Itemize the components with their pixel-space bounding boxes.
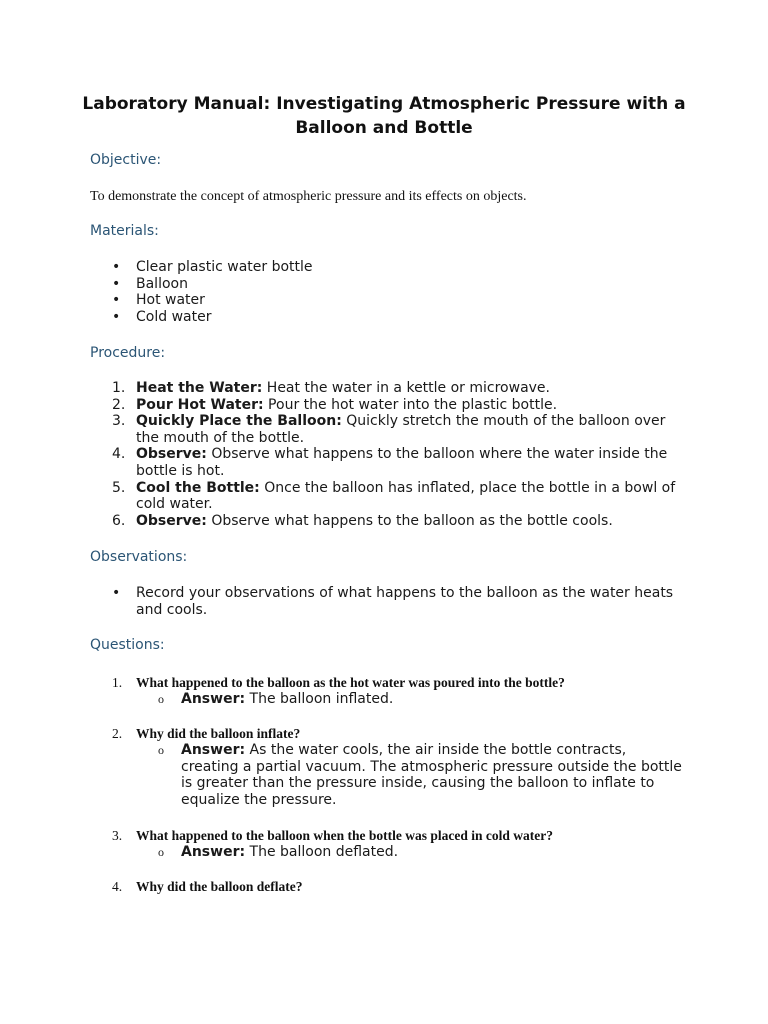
material-label: Clear plastic water bottle	[136, 259, 313, 275]
objective-text: To demonstrate the concept of atmospheric pressure and its effects on objects.	[90, 189, 527, 204]
question-number: 3.	[112, 828, 123, 843]
step-number: 2.	[112, 396, 126, 413]
procedure-list	[106, 380, 676, 529]
answer-label: Answer:	[181, 691, 246, 707]
procedure-step	[106, 380, 676, 397]
procedure-heading: Procedure:	[90, 345, 166, 361]
question-text: What happened to the balloon when the bottle was placed in cold water?	[136, 828, 554, 843]
procedure-step	[106, 397, 676, 414]
answer-text: The balloon inflated.	[245, 691, 394, 707]
observation-text: Record your observations of what happens to the balloon as the water heats and cools.	[136, 585, 674, 618]
material-label: Balloon	[136, 275, 188, 292]
step-number: 4.	[112, 446, 126, 463]
list-item	[112, 276, 682, 293]
answer-text: As the water cools, the air inside the bottle contracts, creating a partial vacuum. The atmospheric pressure outside the bottle is greater than the pressure inside, causing the balloon to inflate to equalize the pressure.	[181, 742, 682, 808]
sub-bullet-icon: o	[158, 845, 164, 859]
step-text: Pour the hot water into the plastic bottle.	[263, 396, 558, 413]
step-number: 6.	[112, 512, 126, 529]
question-text: What happened to the balloon as the hot water was poured into the bottle?	[136, 675, 565, 690]
question-text: Why did the balloon deflate?	[136, 879, 303, 894]
procedure-step	[106, 480, 676, 513]
bullet-icon: •	[112, 308, 121, 325]
question-item	[106, 726, 686, 808]
step-label: Observe:	[136, 512, 207, 529]
step-number: 1.	[112, 380, 126, 396]
step-label: Pour Hot Water:	[136, 396, 264, 413]
bullet-icon: •	[112, 275, 121, 292]
step-number: 5.	[112, 479, 126, 496]
step-label: Heat the Water:	[136, 380, 263, 396]
bullet-icon: •	[112, 585, 121, 601]
objective-heading: Objective:	[90, 152, 162, 168]
step-label: Cool the Bottle:	[136, 479, 260, 496]
materials-list	[112, 259, 682, 325]
procedure-step	[106, 513, 676, 530]
page-title: Laboratory Manual: Investigating Atmospheric Pressure with a Balloon and Bottle	[82, 94, 686, 138]
material-label: Hot water	[136, 292, 205, 309]
question-number: 2.	[112, 726, 123, 741]
list-item	[112, 259, 682, 276]
step-text: Observe what happens to the balloon where the water inside the bottle is hot.	[136, 446, 668, 479]
procedure-step	[106, 413, 676, 446]
question-text: Why did the balloon inflate?	[136, 726, 301, 741]
questions-heading: Questions:	[90, 637, 165, 653]
answer-line	[158, 742, 686, 808]
step-text: Observe what happens to the balloon as the bottle cools.	[206, 512, 613, 529]
sub-bullet-icon: o	[158, 743, 164, 757]
material-label: Cold water	[136, 308, 212, 325]
question-item	[106, 675, 686, 708]
answer-line	[158, 691, 686, 708]
step-text: Quickly stretch the mouth of the balloon over the mouth of the bottle.	[136, 413, 666, 446]
bullet-icon: •	[112, 292, 121, 309]
step-number: 3.	[112, 413, 126, 430]
procedure-step	[106, 446, 676, 479]
step-text: Once the balloon has inflated, place the bottle in a bowl of cold water.	[136, 479, 676, 513]
question-item	[106, 828, 686, 861]
answer-label: Answer:	[181, 742, 246, 758]
observations-heading: Observations:	[90, 549, 188, 565]
question-line	[106, 675, 686, 691]
observations-list	[112, 585, 682, 618]
question-line	[106, 726, 686, 742]
question-item	[106, 879, 686, 895]
materials-heading: Materials:	[90, 223, 159, 239]
step-label: Observe:	[136, 446, 207, 463]
list-item	[112, 309, 682, 326]
list-item	[112, 292, 682, 309]
question-number: 1.	[112, 675, 123, 690]
question-line	[106, 879, 686, 895]
step-label: Quickly Place the Balloon:	[136, 413, 342, 430]
list-item	[112, 585, 682, 618]
step-text: Heat the water in a kettle or microwave.	[262, 380, 550, 396]
question-line	[106, 828, 686, 844]
answer-text: The balloon deflated.	[245, 844, 399, 860]
answer-label: Answer:	[181, 844, 246, 860]
bullet-icon: •	[112, 259, 121, 275]
question-number: 4.	[112, 879, 123, 894]
answer-line	[158, 844, 686, 861]
sub-bullet-icon: o	[158, 692, 164, 706]
